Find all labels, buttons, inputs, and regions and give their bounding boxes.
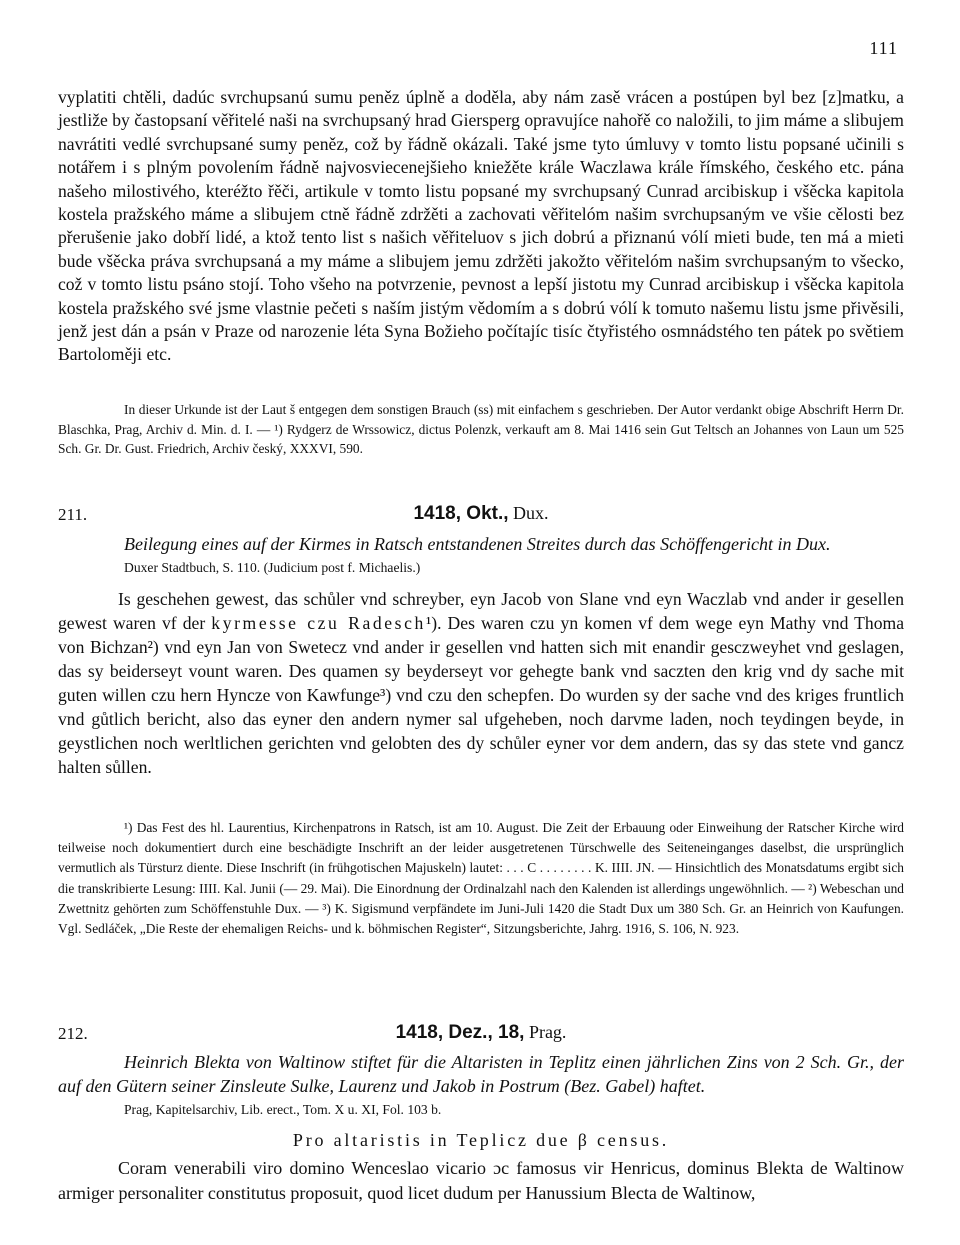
doc-212-text-body: Coram venerabili viro domino Wenceslao vicario ɔc famosus vir Henricus, dominus Blekta de Waltinow armiger personaliter constitutus proposuit, quod licet dudum per Hanussium Blecta de Waltinow, [58, 1158, 904, 1203]
charter-footnote [58, 400, 904, 459]
doc-212-regest-text: Heinrich Blekta von Waltinow stiftet für die Altaristen in Teplitz einen jährlichen Zins von 2 Sch. Gr., der auf den Gütern seiner Zinsleute Sulke, Laurenz und Jakob in Postrum (Bez. Gabel) haftet. [58, 1052, 904, 1096]
doc-211-text-spaced: kyrmesse czu Radesch [211, 613, 426, 633]
doc-212-date [58, 1022, 904, 1044]
doc-211-text-part1: Is geschehen gewest, das schůler vnd schreyber, eyn Jacob von Slane vnd eyn Waczlab vnd ander ir gesellen gewest waren vf der [58, 589, 904, 633]
doc-211-source: Duxer Stadtbuch, S. 110. (Judicium post f. Michaelis.) [124, 560, 421, 575]
doc-212-header [58, 1022, 904, 1050]
doc-211-date [58, 503, 904, 525]
doc-212-date-bold: 1418, Dez., 18, [395, 1022, 525, 1043]
doc-212-place: Prag. [524, 1022, 567, 1042]
doc-212-regest [58, 1050, 904, 1098]
doc-212-text [58, 1156, 904, 1206]
doc-211-footnotes-text: ¹) Das Fest des hl. Laurentius, Kirchenpatrons in Ratsch, ist am 10. August. Die Zeit der Erbauung oder Einweihung der Ratscher Kirche wird teilweise noch dokumentiert durch eine beschädigte Inschrift an der leider ausgetretenen Türschwelle des Seiteneinganges daselbst, die ursprünglich vermutlich als Türsturz diente. Diese Inschrift (in frühgotischen Majuskeln) lautet: . . . C . . . . . . . . K. IIII. JN. — Hinsichtlich des Monatsdatums ergibt sich die transkribierte Lesung: IIII. Kal. Junii (— 29. Mai). Die Einordnung der Ordinalzahl nach den Kalenden ist allerdings ungewöhnlich. — ²) Webeschan und Zwettnitz gehörten zum Schöffenstuhle Dux. — ³) K. Sigismund verpfändete im Juni-Juli 1420 die Stadt Dux um 380 Sch. Gr. an Heinrich von Kaufungen. Vgl. Sedláček, „Die Reste der ehemaligen Reichs- und k. böhmischen Register“, Sitzungsberichte, Jahrg. 1916, S. 106, N. 923. [58, 820, 904, 937]
charter-footnote-text: In dieser Urkunde ist der Laut š entgegen dem sonstigen Brauch (ss) mit einfachem s geschrieben. Der Autor verdankt obige Abschrift Herrn Dr. Blaschka, Prag, Archiv d. Min. d. I. — ¹) Rydgerz de Wrssowicz, dictus Polenzk, verkauft am 8. Mai 1416 sein Gut Teltsch an Johannes von Laun um 525 Sch. Gr. Dr. Gust. Friedrich, Archiv český, XXXVI, 590. [58, 402, 904, 457]
charter-text-continuation: vyplatiti chtěli, dadúc svrchupsanú sumu peněz úplně a doděla, aby nám zasě vrácen a postúpen byl bez [z]matku, a jestliže by častopsaní věřitelé naši na svrchupsaný hrad Giersperg opravujíce nahořě co naložili, to jim máme a slibujem navrátiti vedlé svrchupsané sumy peněz, což by řádně okázali. Také jsme tyto úmluvy v tomto listu popsané učinili s notářem i s plným povolením řádně najvosviecenejšieho kniežěte krále Waczlawa krále římského, českého etc. pána našeho milostivého, kteréžto řěči, artikule v tomto listu popsané my svrchupsaný Cunrad arcibiskup i všěcka kapitola kostela pražského máme a slibujem ctně řádně zdržěti a zachovati věřitelóm našim svrchupsaným ve všie cělosti bez přerušenie jako dobří lidé, a ktož tento list s našich věřiteluov s jich dobrú a přiznanú vólí mieti bude, ten má a mieti bude všěcka práva svrchupsaná a my máme a slibujem jemu zdržěti jakožto věřitelóm našim svrchupsaným to všecko, což v tomto listu psáno stojí. Toho všeho na potvrzenie, pevnost a lepší jistotu my Cunrad arcibiskup i všěcka kapitola kostela pražského své jsme vlastnie pečeti s naším jistým vědomím a s dobrú vólí k tomuto našemu listu jsme přivěsili, jenž jest dán a psán v Praze od narozenie léta Syna Božieho počítajíc tisíc čtyřistého osmnádstého ten pátek po světiem Bartoloměji etc. [58, 87, 904, 365]
doc-212-heading: Pro altaristis in Teplicz due β census. [292, 1130, 670, 1150]
doc-211-footnotes [58, 818, 904, 939]
doc-211-number: 211. [58, 505, 88, 524]
doc-211-regest-text: Beilegung eines auf der Kirmes in Ratsch entstandenen Streites durch das Schöffengericht in Dux. [124, 534, 831, 554]
page-number: 111 [869, 38, 898, 58]
doc-211-date-bold: 1418, Okt., [413, 503, 509, 524]
doc-211-text-part2: ¹). Des waren czu yn komen vf dem wege eyn Mathy vnd Thoma von Bichzan²) vnd eyn Jan von Swetecz vnd ander ir gesellen vnd hatten sich mit enandir gesczweyhet vnd geslagen, das sy beiderseyt vount waren. Des quamen sy beyderseyt vor gehegte bank vnd saczten den krig vnd dy sache mit guten willen czu hern Hyncze von Kawfunge³) vnd czu den schepfen. Do wurden sy der sache vnd des kriges fruntlich vnd gůtlich bericht, also das eyner den andern nymer sal ufgeheben, noch darvme laden, noch teydingen beyde, in geystlichen noch werltlichen gerichten vnd gelobten des dy schůler eyner vor dem andern, das sy das stete vnd gancz halten sůllen. [58, 613, 905, 777]
doc-212-number: 212. [58, 1024, 88, 1043]
doc-211-regest [58, 532, 904, 556]
doc-211-place: Dux. [508, 503, 549, 523]
doc-211-header [58, 503, 904, 531]
doc-212-source: Prag, Kapitelsarchiv, Lib. erect., Tom. X u. XI, Fol. 103 b. [124, 1102, 442, 1117]
doc-211-text [58, 587, 904, 779]
